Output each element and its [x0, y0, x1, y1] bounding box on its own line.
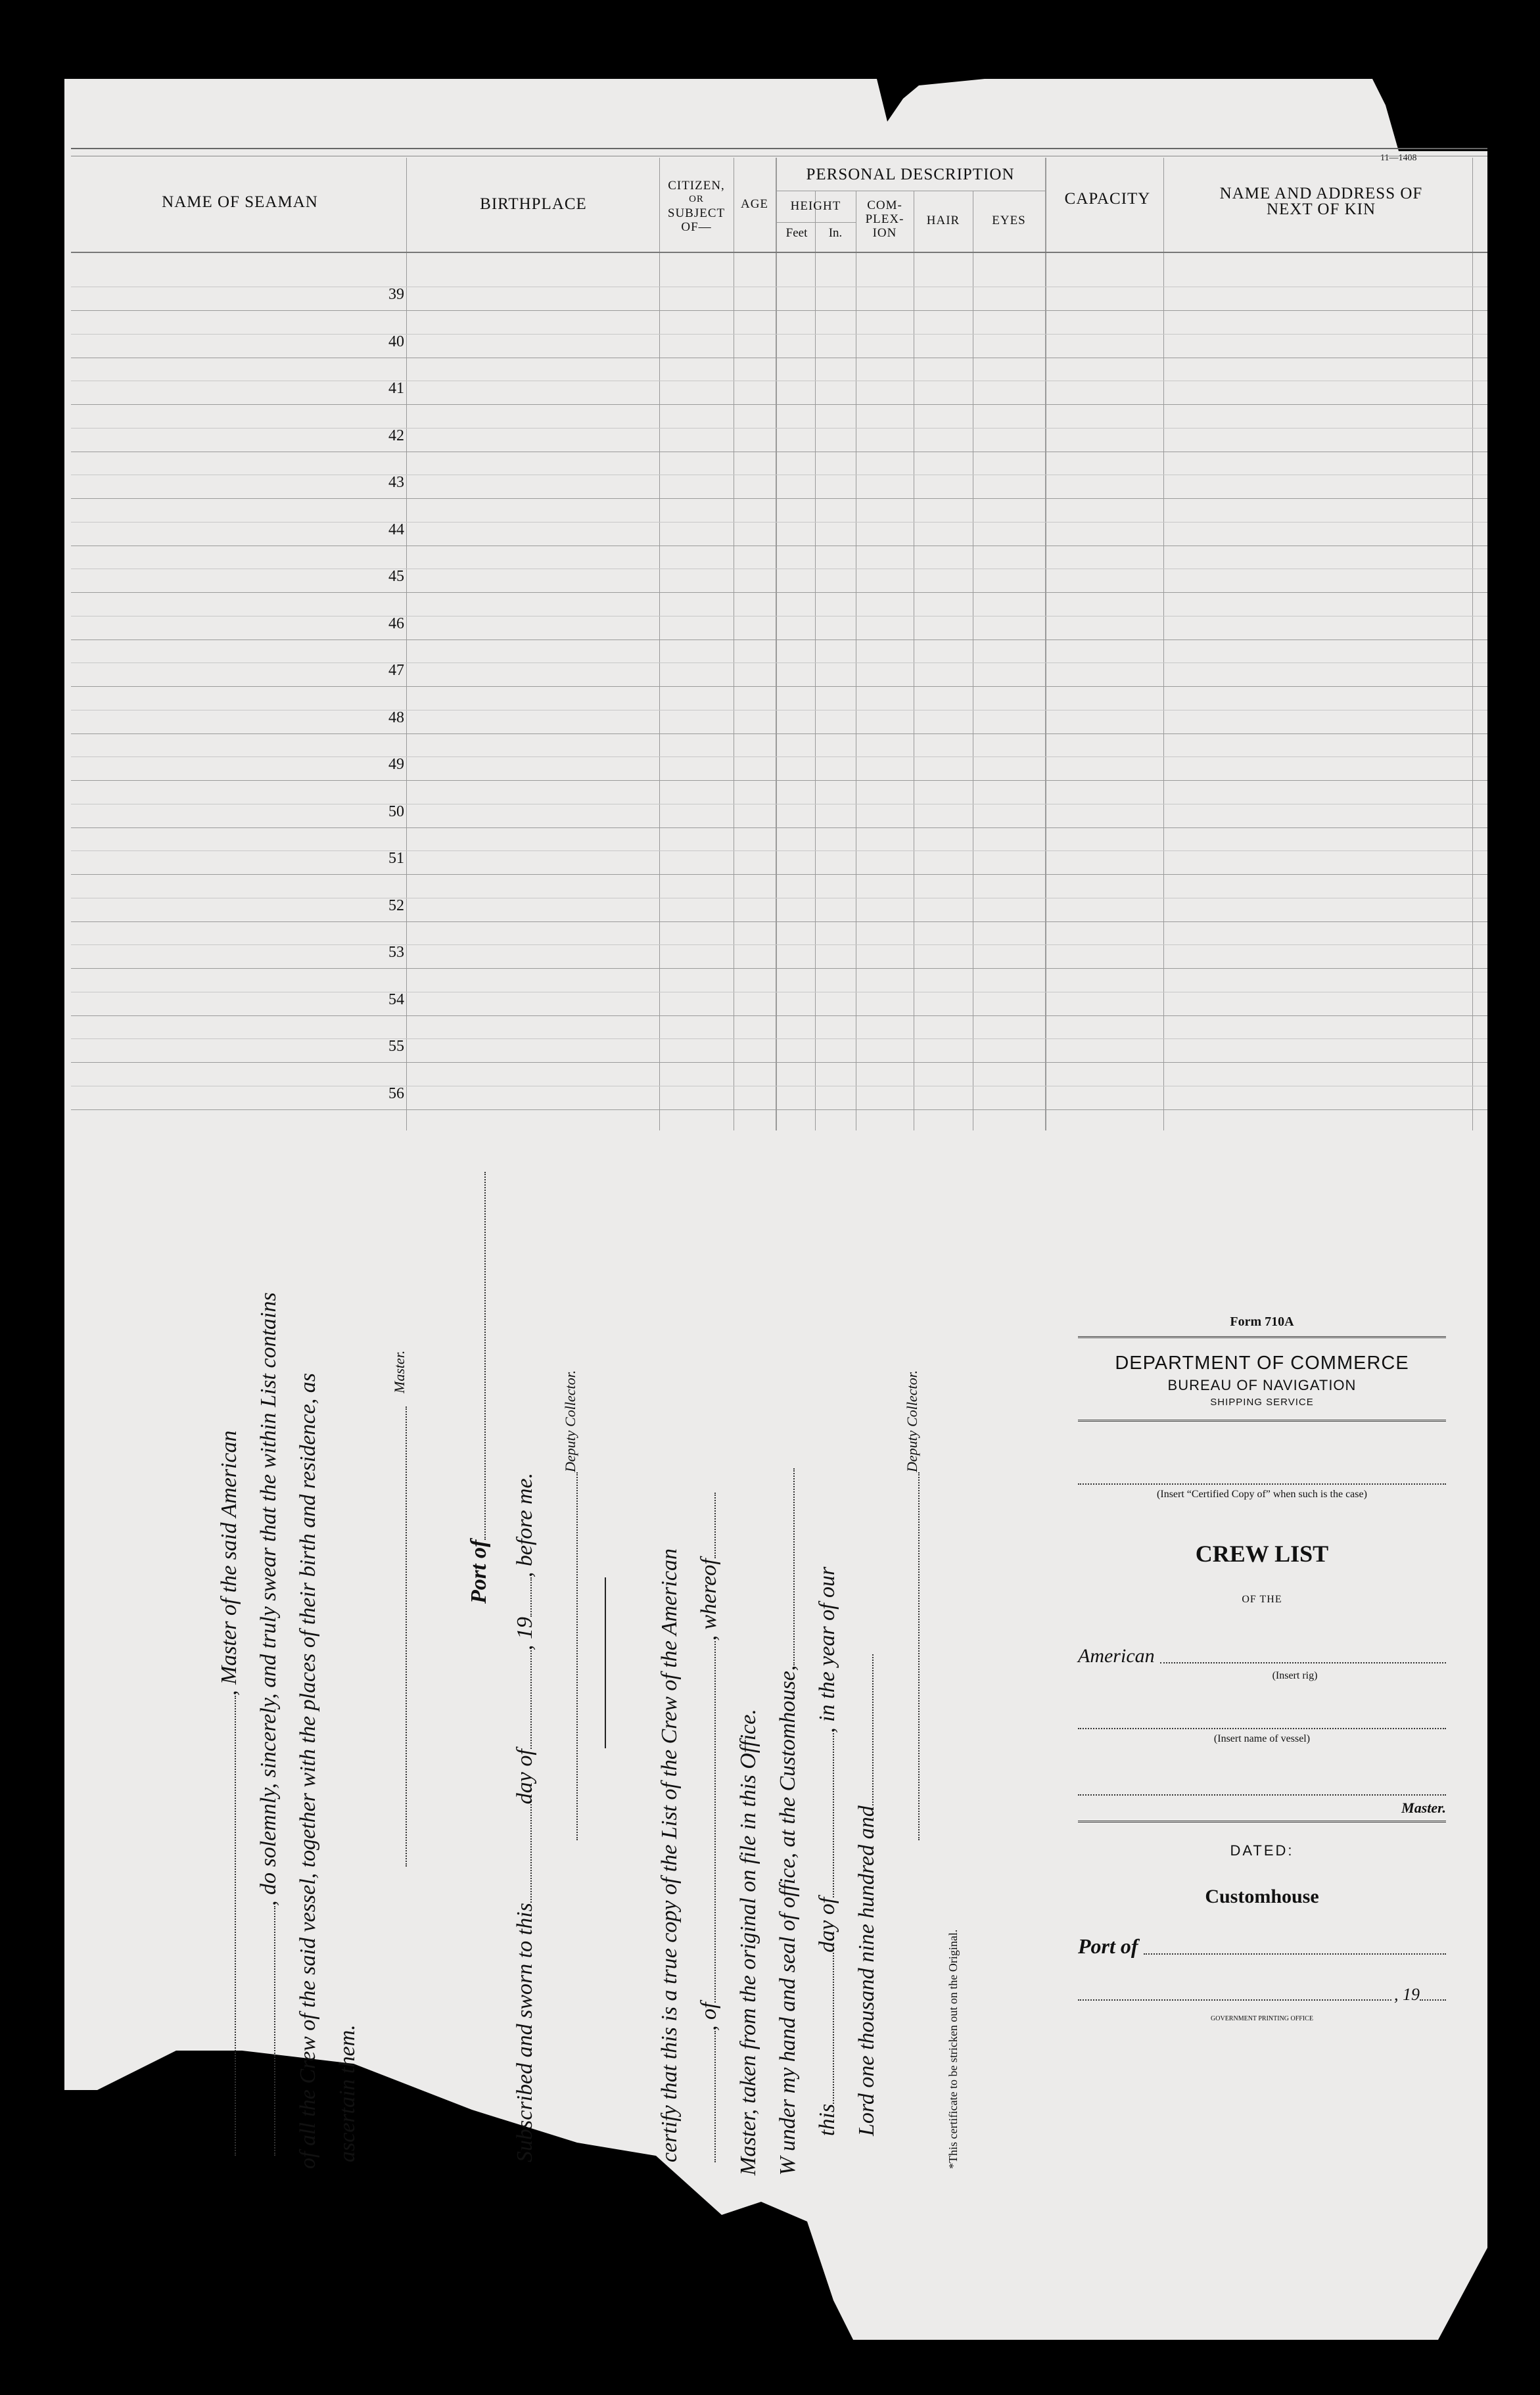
header-inches: In.: [828, 226, 843, 240]
form-code: 11—1408: [1380, 153, 1417, 163]
row-number: 51: [388, 850, 404, 867]
row-subrule: [71, 850, 1487, 851]
row-number: 49: [388, 756, 404, 773]
row-number: 47: [388, 662, 404, 679]
row-number: 44: [388, 521, 404, 538]
vessel-name-field: [1078, 1728, 1446, 1729]
row-subrule: [71, 756, 1487, 757]
shipping-service: SHIPPING SERVICE: [1210, 1397, 1314, 1408]
header-feet: Feet: [785, 226, 808, 240]
table-top-rule: [71, 148, 1487, 156]
master-taken-line: Master, taken from the original on file in this Office.: [736, 1709, 760, 2175]
witness-line: W under my hand and seal of office, at the Customhouse,: [776, 1468, 801, 2175]
row-number: 45: [388, 568, 404, 585]
row-rule: [71, 921, 1487, 922]
row-number: 54: [388, 990, 404, 1008]
row-subrule: [71, 944, 1487, 945]
row-subrule: [71, 1038, 1487, 1039]
row-rule: [71, 968, 1487, 969]
row-rule: [71, 686, 1487, 687]
row-number: 56: [388, 1084, 404, 1102]
vessel-rig-field: American: [1078, 1645, 1446, 1667]
row-rule: [71, 592, 1487, 593]
crew-list-title: CREW LIST: [1195, 1541, 1329, 1567]
of-the-label: OF THE: [1242, 1594, 1282, 1605]
cover-panel: [1078, 1314, 1446, 2022]
row-subrule: [71, 334, 1487, 335]
header-height: HEIGHT: [790, 199, 841, 213]
row-rule: [71, 827, 1487, 828]
row-number: 43: [388, 474, 404, 491]
row-number: 50: [388, 802, 404, 820]
form-number: Form 710A: [1230, 1314, 1294, 1329]
row-number: 41: [388, 380, 404, 397]
header-eyes: EYES: [992, 214, 1026, 227]
deputy-collector-label-2: Deputy Collector.: [904, 1370, 920, 1472]
row-rule: [71, 1109, 1487, 1110]
header-birthplace: BIRTHPLACE: [480, 195, 587, 213]
row-rule: [71, 733, 1487, 734]
header-citizen: CITIZEN, OR SUBJECT OF—: [667, 179, 726, 234]
master-field: [1078, 1794, 1446, 1796]
department-title: DEPARTMENT OF COMMERCE: [1115, 1353, 1409, 1374]
certified-copy-note: (Insert “Certified Copy of” when such is the case): [1157, 1489, 1367, 1500]
oath-line-1: , Master of the said American: [217, 1430, 242, 2156]
row-number: 42: [388, 427, 404, 444]
certify-line: certify that this is a true copy of the List of the Crew of the American: [657, 1548, 682, 2162]
master-label: Master.: [391, 1350, 408, 1393]
header-complexion: COM- PLEX- ION: [865, 198, 904, 240]
row-number: 53: [388, 944, 404, 961]
deputy-collector-line-2: [900, 1472, 925, 1840]
customhouse-label: Customhouse: [1205, 1886, 1319, 1907]
row-rule: [71, 1062, 1487, 1063]
row-number: 52: [388, 896, 404, 914]
oath-line-3: of all the Crew of the said vessel, together with the places of their birth and residence, as: [296, 1373, 320, 2169]
lord-line: Lord one thousand nine hundred and: [854, 1654, 879, 2136]
row-number: 55: [388, 1038, 404, 1055]
port-of-label: Port of: [467, 1172, 492, 1604]
date-field: , 19: [1078, 1985, 1446, 2005]
row-rule: [71, 498, 1487, 499]
deputy-collector-label: Deputy Collector.: [562, 1370, 578, 1472]
header-capacity: CAPACITY: [1064, 190, 1151, 208]
row-subrule: [71, 428, 1487, 429]
row-rule: [71, 404, 1487, 405]
certified-copy-field: [1078, 1483, 1446, 1485]
row-rule: [71, 310, 1487, 311]
subscribed-line: Subscribed and sworn to thisday of, 19, before me.: [513, 1472, 537, 2162]
row-number: 40: [388, 333, 404, 350]
header-personal-description: PERSONAL DESCRIPTION: [806, 166, 1015, 183]
row-rule: [71, 1015, 1487, 1016]
oath-line-4: ascertain them.: [335, 2024, 360, 2162]
bureau-title: BUREAU OF NAVIGATION: [1167, 1377, 1357, 1393]
header-next-of-kin: NAME AND ADDRESS OF NEXT OF KIN: [1219, 185, 1423, 218]
oath-section: [131, 1130, 986, 2175]
dated-label: DATED:: [1230, 1842, 1294, 1859]
of-whereof-line: , of, whereof: [697, 1493, 722, 2162]
row-number: 48: [388, 709, 404, 726]
header-age: AGE: [740, 197, 769, 211]
insert-rig-note: (Insert rig): [1272, 1670, 1318, 1681]
insert-vessel-note: (Insert name of vessel): [1213, 1733, 1311, 1744]
master-label-cover: Master.: [1401, 1800, 1446, 1816]
printing-office: GOVERNMENT PRINTING OFFICE: [1211, 2015, 1313, 2022]
row-rule: [71, 639, 1487, 640]
deputy-collector-line: [559, 1472, 584, 1840]
oath-line-2: , do solemnly, sincerely, and truly swear that the within List contains: [256, 1292, 281, 2156]
row-subrule: [71, 522, 1487, 523]
header-name-of-seaman: NAME OF SEAMAN: [162, 193, 318, 211]
row-rule: [71, 780, 1487, 781]
row-number: 39: [388, 286, 404, 303]
divider: [605, 1577, 606, 1748]
row-rule: [71, 874, 1487, 875]
footnote: *This certificate to be stricken out on the Original.: [946, 1929, 960, 2169]
port-of-field: Port of: [1078, 1934, 1446, 1959]
row-number: 46: [388, 615, 404, 632]
header-hair: HAIR: [926, 214, 960, 227]
this-day-line: thisday of, in the year of our: [815, 1566, 839, 2136]
